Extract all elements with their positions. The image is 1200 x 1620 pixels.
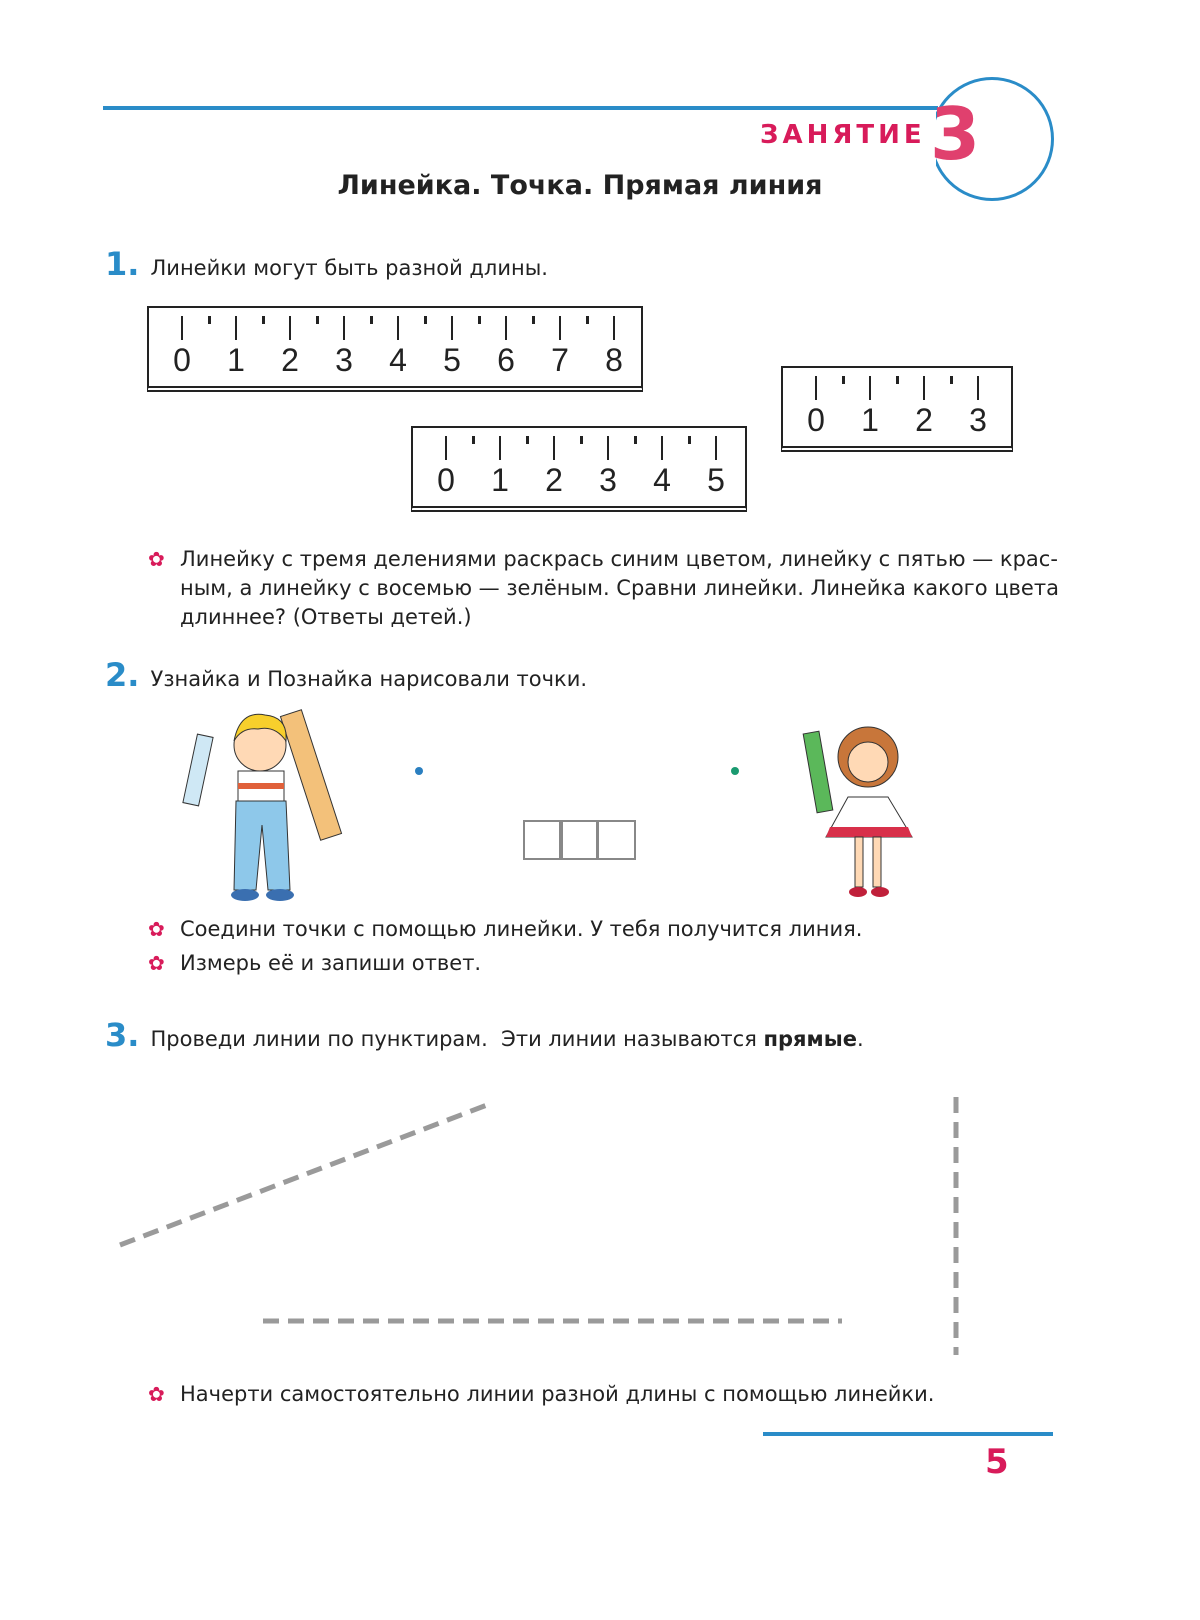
ruler-tick [869,376,871,400]
task-2-bullet [148,949,481,978]
ruler-label: 3 [599,462,617,498]
lesson-label: ЗАНЯТИЕ [760,120,926,150]
ruler-minor-tick [950,376,953,384]
task-1-heading [105,245,548,283]
ruler-label: 0 [807,402,825,438]
ruler-minor-tick [586,316,589,324]
ruler-minor-tick [896,376,899,384]
ruler-label: 1 [227,342,245,378]
answer-cell[interactable] [559,820,599,860]
ruler-minor-tick [316,316,319,324]
ruler-tick [235,316,237,340]
ruler-minor-tick [842,376,845,384]
ruler-minor-tick [262,316,265,324]
task-1-instruction [148,545,1100,632]
instruction-text: Начерти самостоятельно линии разной длины с помощью линейки. [180,1382,935,1406]
ruler-minor-tick [526,436,529,444]
ruler-tick [505,316,507,340]
task-3-heading [105,1016,864,1054]
header-rule [103,106,938,110]
flower-bullet-icon: ✿ [148,951,165,975]
instruction-line: Линейку с тремя делениями раскрась синим цветом, линейку с пятью — крас- [180,547,1058,571]
ruler-label: 3 [969,402,987,438]
ruler-tick [181,316,183,340]
boy-illustration [180,705,360,905]
footer-rule [763,1432,1053,1436]
ruler-minor-tick [472,436,475,444]
ruler-label: 0 [437,462,455,498]
task-number: 1. [105,245,140,283]
task-number: 3. [105,1016,140,1054]
ruler-minor-tick [208,316,211,324]
blue-dot [415,767,423,775]
answer-cell[interactable] [596,820,636,860]
ruler-label: 3 [335,342,353,378]
ruler-minor-tick [634,436,637,444]
ruler-tick [613,316,615,340]
ruler-minor-tick [478,316,481,324]
answer-cell[interactable] [523,820,563,860]
ruler-label: 2 [281,342,299,378]
ruler-tick [607,436,609,460]
ruler-minor-tick [532,316,535,324]
ruler-tick [289,316,291,340]
ruler-tick [977,376,979,400]
ruler-label: 2 [915,402,933,438]
ruler-minor-tick [370,316,373,324]
ruler-5 [411,426,747,512]
flower-bullet-icon: ✿ [148,547,165,571]
ruler-label: 4 [653,462,671,498]
ruler-label: 2 [545,462,563,498]
ruler-8 [147,306,643,392]
task-number: 2. [105,656,140,694]
task-2-heading [105,656,587,694]
instruction-line: длиннее? (Ответы детей.) [180,605,472,629]
page-title: Линейка. Точка. Прямая линия [337,170,823,201]
task-2-bullet [148,915,862,944]
ruler-label: 8 [605,342,623,378]
girl-illustration [800,712,930,907]
flower-bullet-icon: ✿ [148,917,165,941]
task-text-end: . [856,1027,864,1051]
ruler-tick [715,436,717,460]
ruler-tick [451,316,453,340]
ruler-label: 7 [551,342,569,378]
ruler-tick [923,376,925,400]
task-text: Узнайка и Познайка нарисовали точки. [150,667,588,691]
ruler-minor-tick [688,436,691,444]
ruler-label: 5 [443,342,461,378]
ruler-label: 6 [497,342,515,378]
lesson-number: 3 [930,92,981,176]
green-dot [731,767,739,775]
ruler-tick [343,316,345,340]
ruler-label: 0 [173,342,191,378]
page-number: 5 [985,1442,1009,1482]
ruler-tick [661,436,663,460]
ruler-label: 5 [707,462,725,498]
ruler-minor-tick [424,316,427,324]
ruler-tick [815,376,817,400]
instruction-text: Измерь её и запиши ответ. [180,951,482,975]
task-text: Проведи линии по пунктирам. Эти линии называются [150,1027,764,1051]
instruction-line: ным, а линейку с восемью — зелёным. Сравни линейки. Линейка какого цвета [180,576,1059,600]
ruler-3 [781,366,1013,452]
instruction-text: Соедини точки с помощью линейки. У тебя получится линия. [180,917,863,941]
ruler-tick [553,436,555,460]
task-3-bullet [148,1380,934,1409]
task-text: Линейки могут быть разной длины. [150,256,548,280]
ruler-minor-tick [580,436,583,444]
ruler-tick [499,436,501,460]
ruler-label: 4 [389,342,407,378]
ruler-label: 1 [491,462,509,498]
ruler-tick [445,436,447,460]
flower-bullet-icon: ✿ [148,1382,165,1406]
ruler-tick [397,316,399,340]
dashed-diagonal-line [120,1105,487,1245]
task-text-bold: прямые [763,1027,857,1051]
ruler-label: 1 [861,402,879,438]
ruler-tick [559,316,561,340]
